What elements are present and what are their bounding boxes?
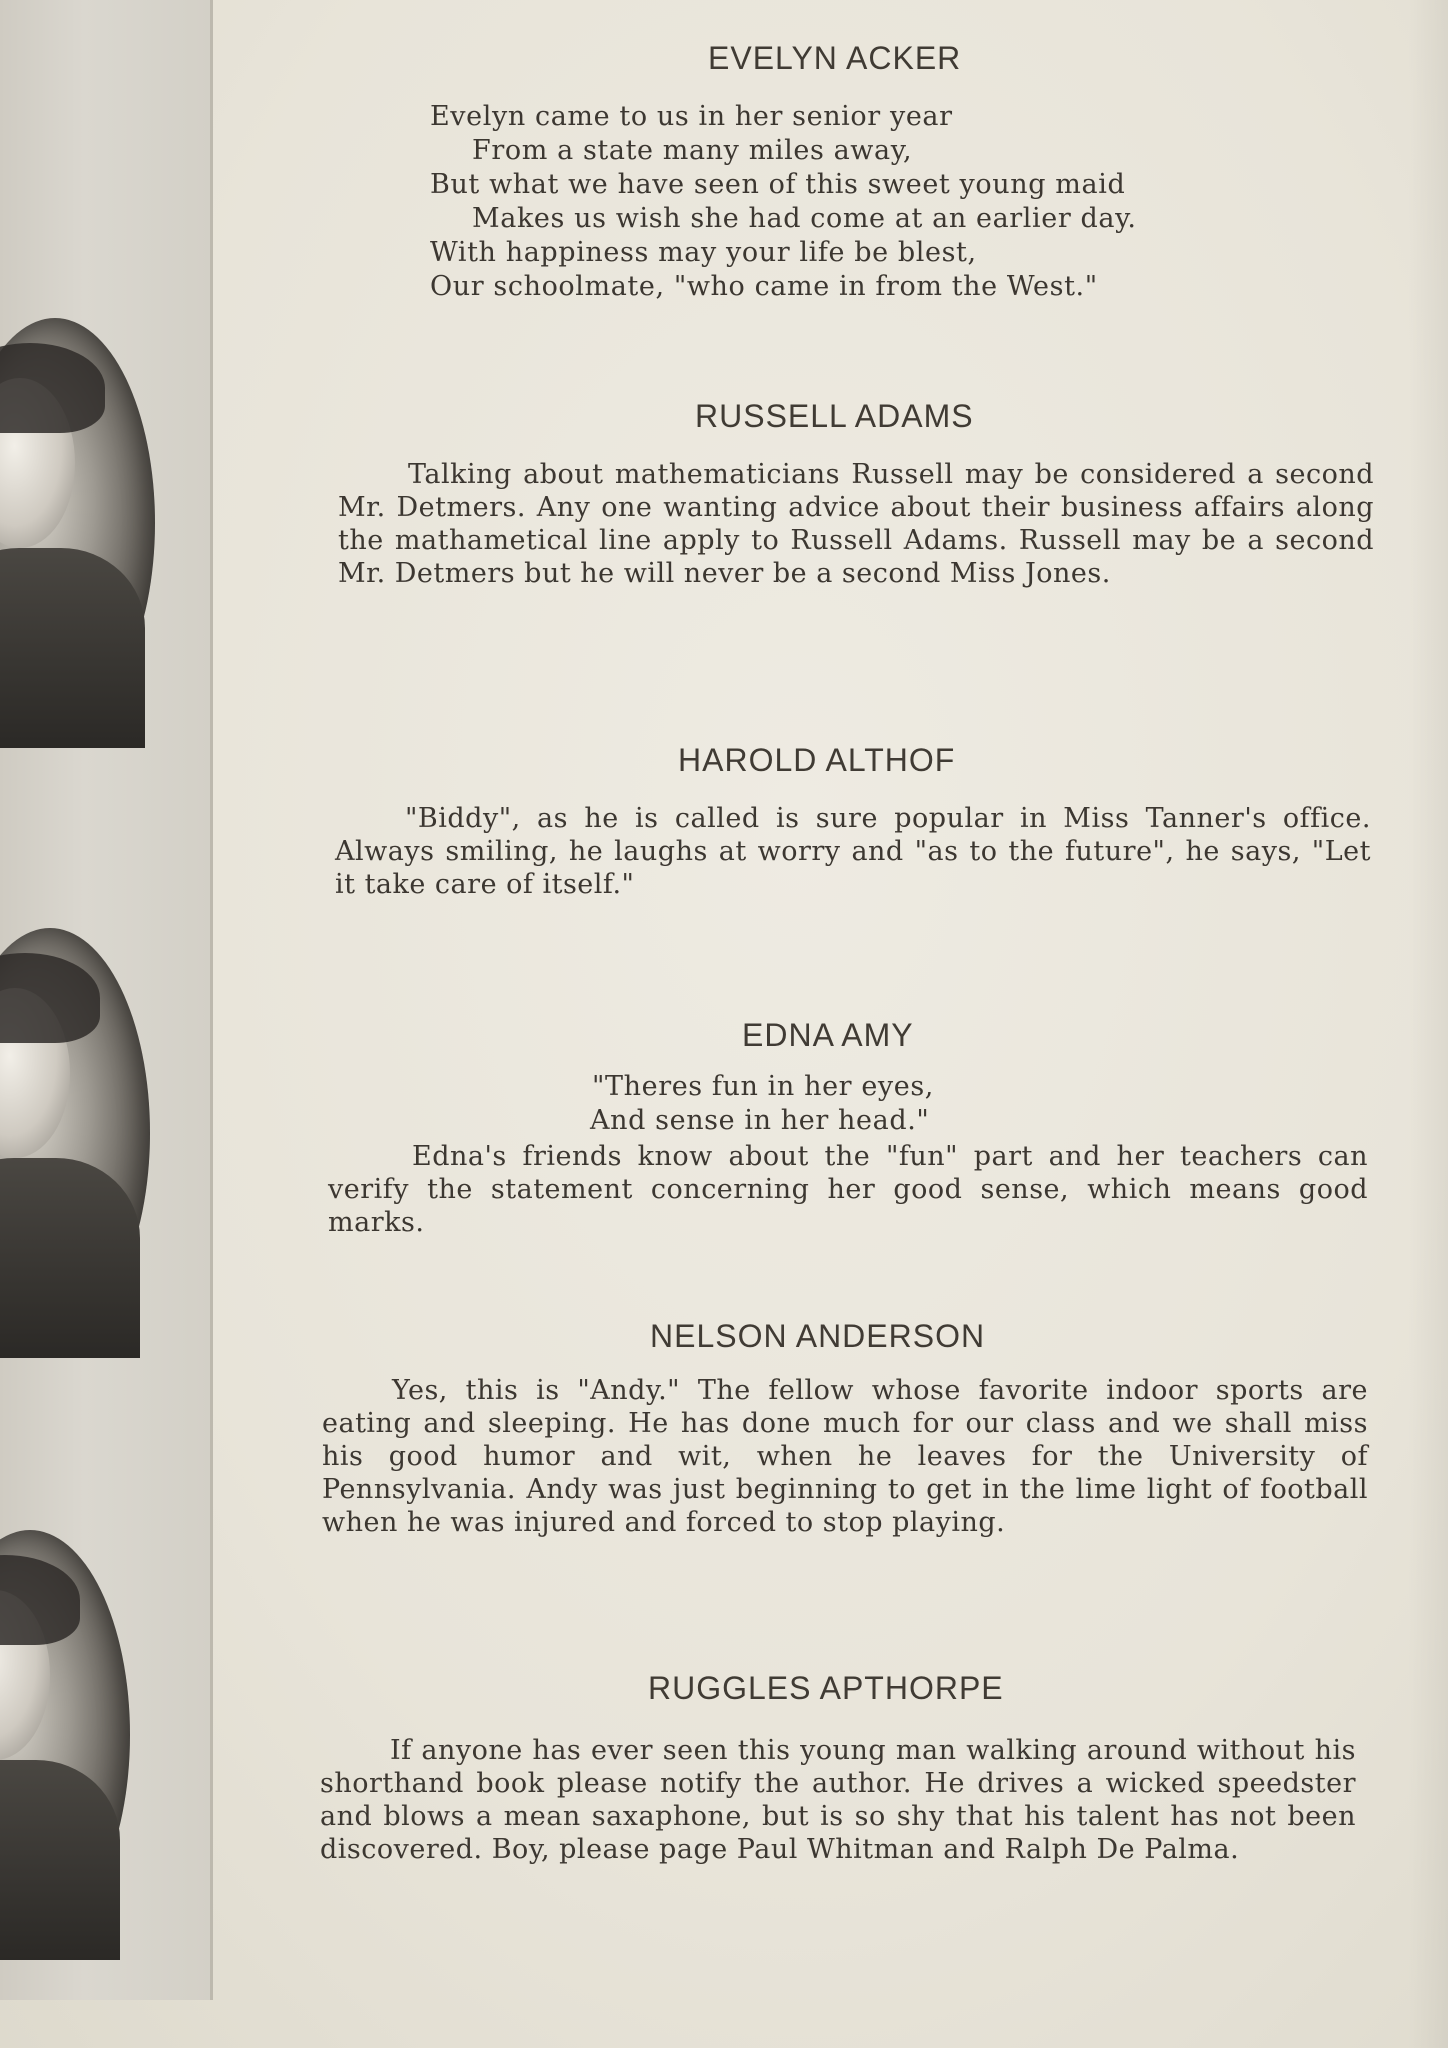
verse-line: Evelyn came to us in her senior year [430,101,953,132]
verse-line: "Theres fun in her eyes, [592,1071,934,1102]
verse-line: But what we have seen of this sweet young maid [430,169,1126,200]
entry-name: EDNA AMY [742,1017,914,1053]
entry-text: Edna's friends know about the "fun" part and her teachers can verify the statement concerning her good sense, which means good marks. [328,1141,1368,1238]
entry-text: Yes, this is "Andy." The fellow whose favorite indoor sports are eating and sleeping. He has done much for our class and we shall miss his good humor and wit, when he leaves for the University of Pennsylvania. Andy was just beginning to get in the lime light of football when he was injured and forced to stop playing. [322,1375,1368,1538]
verse-line: With happiness may your life be blest, [430,237,977,268]
verse-line: Our schoolmate, "who came in from the West." [430,271,1098,302]
verse-line: From a state many miles away, [472,135,913,166]
entry-text: If anyone has ever seen this young man walking around without his shorthand book please notify the author. He drives a wicked speedster and blows a mean saxaphone, but is so shy that his talent has not been discovered. Boy, please page Paul Whitman and Ralph De Palma. [320,1735,1356,1865]
entry-name: NELSON ANDERSON [650,1318,986,1354]
entry-text: Talking about mathematicians Russell may be considered a second Mr. Detmers. Any one wanting advice about their business affairs along the mathametical line apply to Russell Adams. Russell may be a second Mr. Detmers but he will never be a second Miss Jones. [338,459,1374,589]
entry-name: RUSSELL ADAMS [695,398,974,434]
entry-name: RUGGLES APTHORPE [648,1670,1004,1706]
verse-line: And sense in her head." [590,1105,930,1136]
entry-name: EVELYN ACKER [708,40,962,76]
entry-text: "Biddy", as he is called is sure popular in Miss Tanner's office. Always smiling, he laughs at worry and "as to the future", he says, "Let it take care of itself." [335,803,1371,900]
verse-line: Makes us wish she had come at an earlier day. [472,203,1137,234]
entry-name: HAROLD ALTHOF [678,742,956,778]
